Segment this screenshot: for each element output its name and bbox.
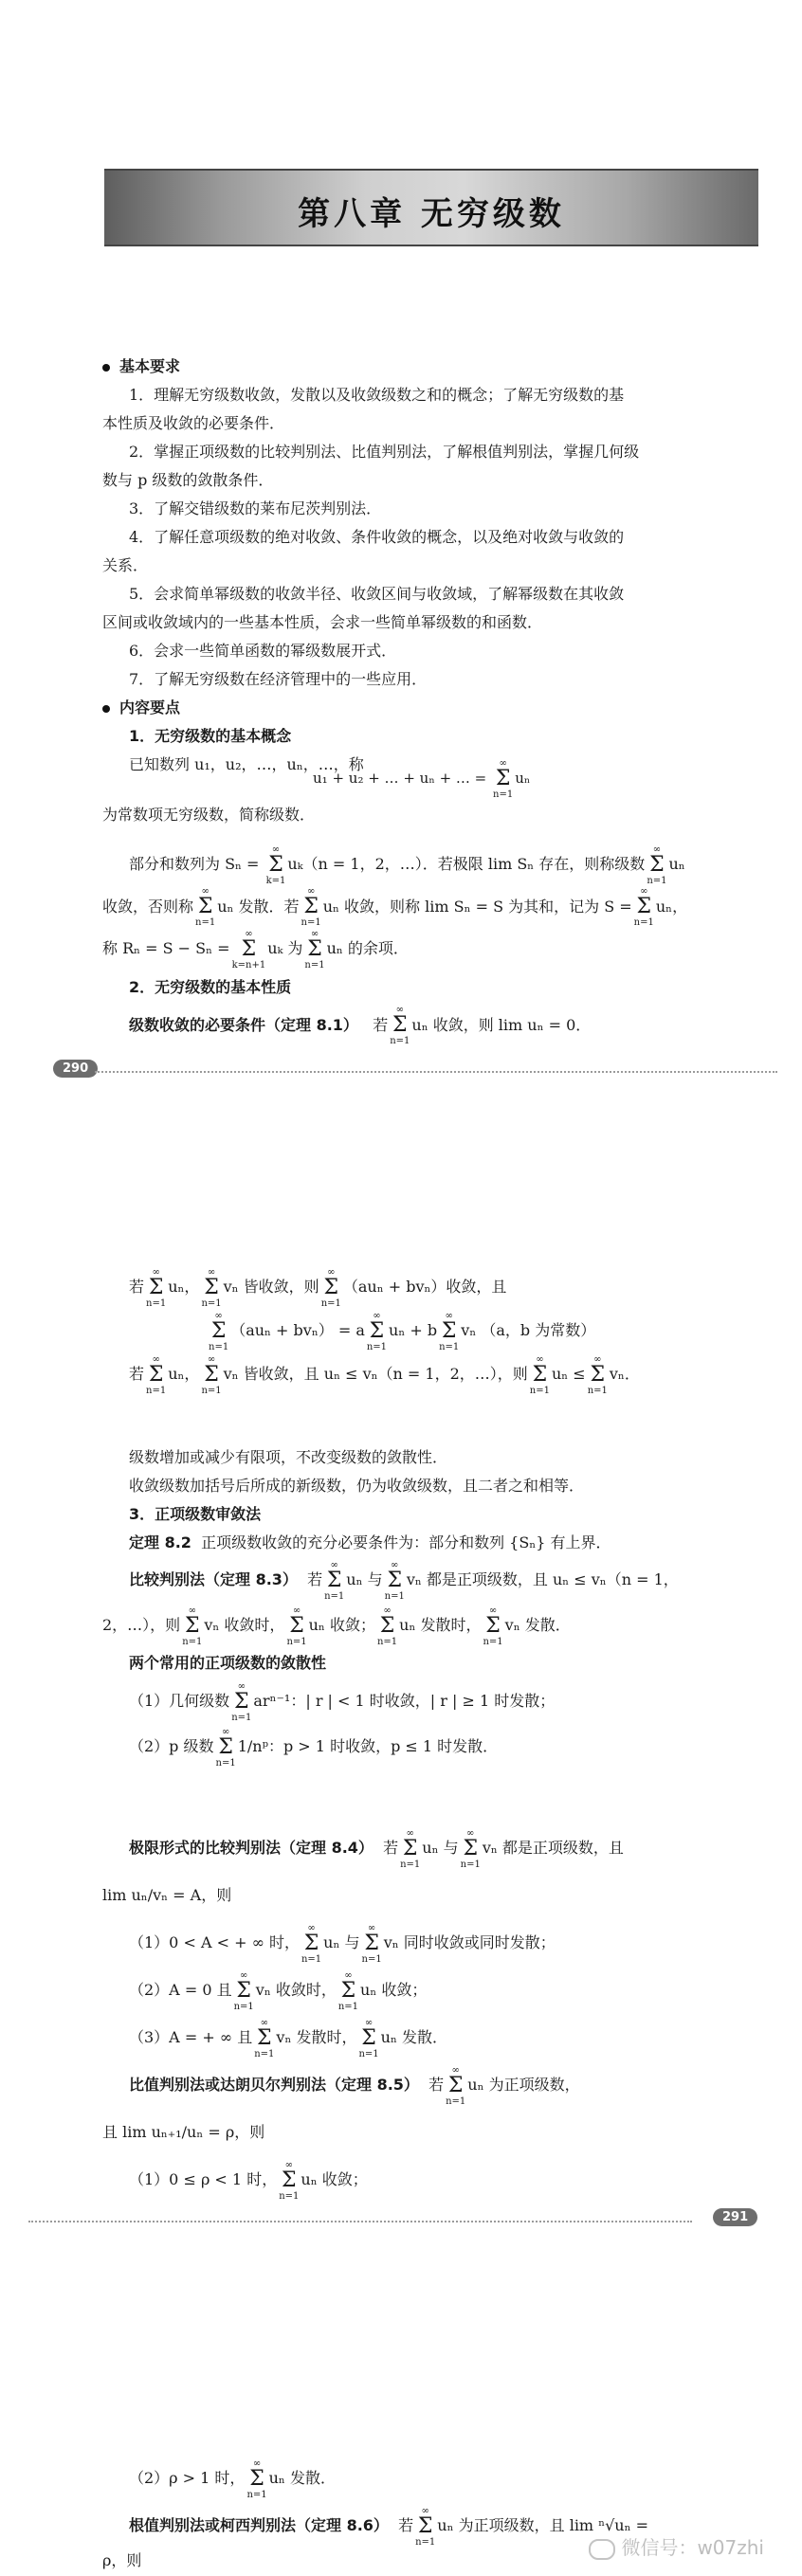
formula-series-def: u₁ + u₂ + … + uₙ + … = ∞ Σ n=1uₙ: [313, 758, 531, 800]
theorem-8-5: 比值判别法或达朗贝尔判别法（定理 8.5） 若∞ Σ n=1uₙ 为正项级数，: [129, 2064, 580, 2107]
series-def-text: 为常数项无穷级数，简称级数．: [102, 806, 316, 824]
theorem-8-3-cont: 2，…），则∞ Σ n=1vₙ 收敛时，∞ Σ n=1uₙ 收敛；∞ Σ n=1uₙ 发散时，∞ Σ n=1vₙ 发散．: [102, 1605, 571, 1647]
page-number: 290: [53, 1060, 98, 1078]
section-key-points: 内容要点: [102, 694, 756, 722]
bullet-icon: [102, 364, 110, 372]
ratio-case-1: （1）0 ≤ ρ < 1 时，∞ Σ n=1uₙ 收敛；: [129, 2159, 368, 2202]
geometric-series: （1）几何级数∞ Σ n=1arⁿ⁻¹：| r | < 1 时收敛，| r | ≥ 1 时发散；: [129, 1680, 556, 1723]
req-1: 1．理解无穷级数收敛，发散以及收敛级数之和的概念；了解无穷级数的基: [129, 386, 625, 404]
page-number: 291: [713, 2208, 757, 2226]
req-4: 4．了解任意项级数的绝对收敛、条件收敛的概念，以及绝对收敛与收敛的: [129, 528, 625, 546]
subsection-3: 3．正项级数审敛法: [129, 1505, 262, 1523]
chapter-banner: [104, 169, 758, 246]
partial-sum-line-3: 称 Rₙ = S − Sₙ =∞ Σ k=n+1uₖ 为∞ Σ n=1uₙ 的余项．: [102, 928, 409, 971]
partial-sum-block: [102, 844, 756, 1046]
property-finite-terms: 级数增加或减少有限项，不改变级数的敛散性．: [129, 1448, 448, 1466]
req-5-cont: 区间或收敛域内的一些基本性质，会求一些简单幂级数的和函数．: [102, 613, 543, 631]
subsection-1: 1．无穷级数的基本概念: [129, 727, 292, 745]
watermark: 微信号：w07zhi: [589, 2532, 764, 2560]
chapter-title: 第八章 无穷级数: [298, 195, 565, 233]
theorem-8-4: 极限形式的比较判别法（定理 8.4） 若∞ Σ n=1uₙ 与∞ Σ n=1vₙ 都是正项级数，且: [129, 1827, 624, 1870]
req-7: 7．了解无穷级数在经济管理中的一些应用．: [129, 670, 428, 688]
sum-symbol: ∞ Σ n=1: [493, 758, 514, 800]
case-1: （1）0 < A < + ∞ 时，∞ Σ n=1uₙ 与∞ Σ n=1vₙ 同时收敛或同时发散；: [129, 1922, 556, 1965]
page-292: [0, 2294, 802, 2576]
theorem-8-2: 定理 8.2 正项级数收敛的充分必要条件为：部分和数列 {Sₙ} 有上界．: [129, 1533, 611, 1551]
req-2-cont: 数与 p 级数的敛散条件．: [102, 471, 274, 489]
theorem-8-6: 根值判别法或柯西判别法（定理 8.6） 若∞ Σ n=1uₙ 为正项级数，且 lim ⁿ√uₙ =: [129, 2505, 649, 2548]
case-3: （3）A = + ∞ 且∞ Σ n=1vₙ 发散时，∞ Σ n=1uₙ 发散．: [129, 2017, 447, 2059]
section-basic-requirements: 基本要求: [102, 353, 756, 381]
p-series: （2）p 级数∞ Σ n=11/nᵖ：p > 1 时收敛，p ≤ 1 时发散．: [129, 1726, 499, 1769]
series-intro: 已知数列 u₁，u₂，…，uₙ，…，称: [129, 755, 364, 773]
page-divider: [95, 1071, 777, 1073]
case-2: （2）A = 0 且∞ Σ n=1vₙ 收敛时，∞ Σ n=1uₙ 收敛；: [129, 1969, 428, 2012]
req-4-cont: 关系．: [102, 556, 149, 574]
requirements-block: [102, 353, 756, 779]
property-parentheses: 收敛级数加括号后所成的新级数，仍为收敛级数，且二者之和相等．: [129, 1477, 585, 1495]
req-5: 5．会求简单幂级数的收敛半径、收敛区间与收敛域，了解幂级数在其收敛: [129, 585, 625, 603]
theorem-8-3: 比较判别法（定理 8.3） 若∞ Σ n=1uₙ 与∞ Σ n=1vₙ 都是正项级数，且 uₙ ≤ vₙ（n = 1，: [129, 1559, 679, 1602]
wechat-icon: [589, 2539, 615, 2560]
subsection-2: 2．无穷级数的基本性质: [129, 977, 292, 996]
limit-ratio: lim uₙ/vₙ = A，则: [102, 1886, 232, 1904]
property-notes: [102, 1443, 756, 1557]
root-test-cont: ρ，则: [102, 2551, 142, 2569]
page-290: [0, 0, 802, 1104]
ratio-limit: 且 lim uₙ₊₁/uₙ = ρ，则: [102, 2123, 265, 2141]
linearity-line: 若∞ Σ n=1uₙ，∞ Σ n=1vₙ 皆收敛，则∞ Σ n=1（auₙ + bvₙ）收敛，且: [129, 1266, 507, 1309]
bullet-icon: [102, 705, 110, 713]
req-2: 2．掌握正项级数的比较判别法、比值判别法，了解根值判别法，掌握几何级: [129, 443, 640, 461]
two-common-series: 两个常用的正项级数的敛散性: [129, 1654, 327, 1672]
page-291: [0, 1104, 802, 2294]
req-1-cont: 本性质及收敛的必要条件．: [102, 414, 285, 432]
req-6: 6．会求一些简单函数的幂级数展开式．: [129, 642, 397, 660]
linearity-formula: ∞ Σ n=1（auₙ + bvₙ） = a∞ Σ n=1uₙ + b∞ Σ n=1vₙ （a，b 为常数）: [209, 1310, 596, 1352]
page-divider: [28, 2221, 692, 2222]
comparison-tests: [102, 1557, 756, 1769]
theorem-8-1: 级数收敛的必要条件（定理 8.1） 若∞ Σ n=1uₙ 收敛，则 lim uₙ = 0．: [129, 1005, 592, 1046]
limit-comparison: [102, 1824, 756, 2204]
properties-block: [102, 1265, 756, 1396]
partial-sum-line-1: 部分和数列为 Sₙ = ∞ Σ k=1uₖ（n = 1，2，…）．若极限 lim Sₙ 存在，则称级数∞ Σ n=1uₙ: [129, 844, 685, 886]
partial-sum-line-2: 收敛，否则称∞ Σ n=1uₙ 发散．若∞ Σ n=1uₙ 收敛，则称 lim Sₙ = S 为其和，记为 S =∞ Σ n=1uₙ，: [102, 886, 688, 928]
ratio-case-2: （2）ρ > 1 时，∞ Σ n=1uₙ 发散．: [129, 2458, 336, 2500]
req-3: 3．了解交错级数的莱布尼茨判别法．: [129, 499, 382, 517]
comparison-property: 若∞ Σ n=1uₙ，∞ Σ n=1vₙ 皆收敛，且 uₙ ≤ vₙ（n = 1，2，…），则∞ Σ n=1uₙ ≤∞ Σ n=1vₙ．: [129, 1353, 640, 1396]
